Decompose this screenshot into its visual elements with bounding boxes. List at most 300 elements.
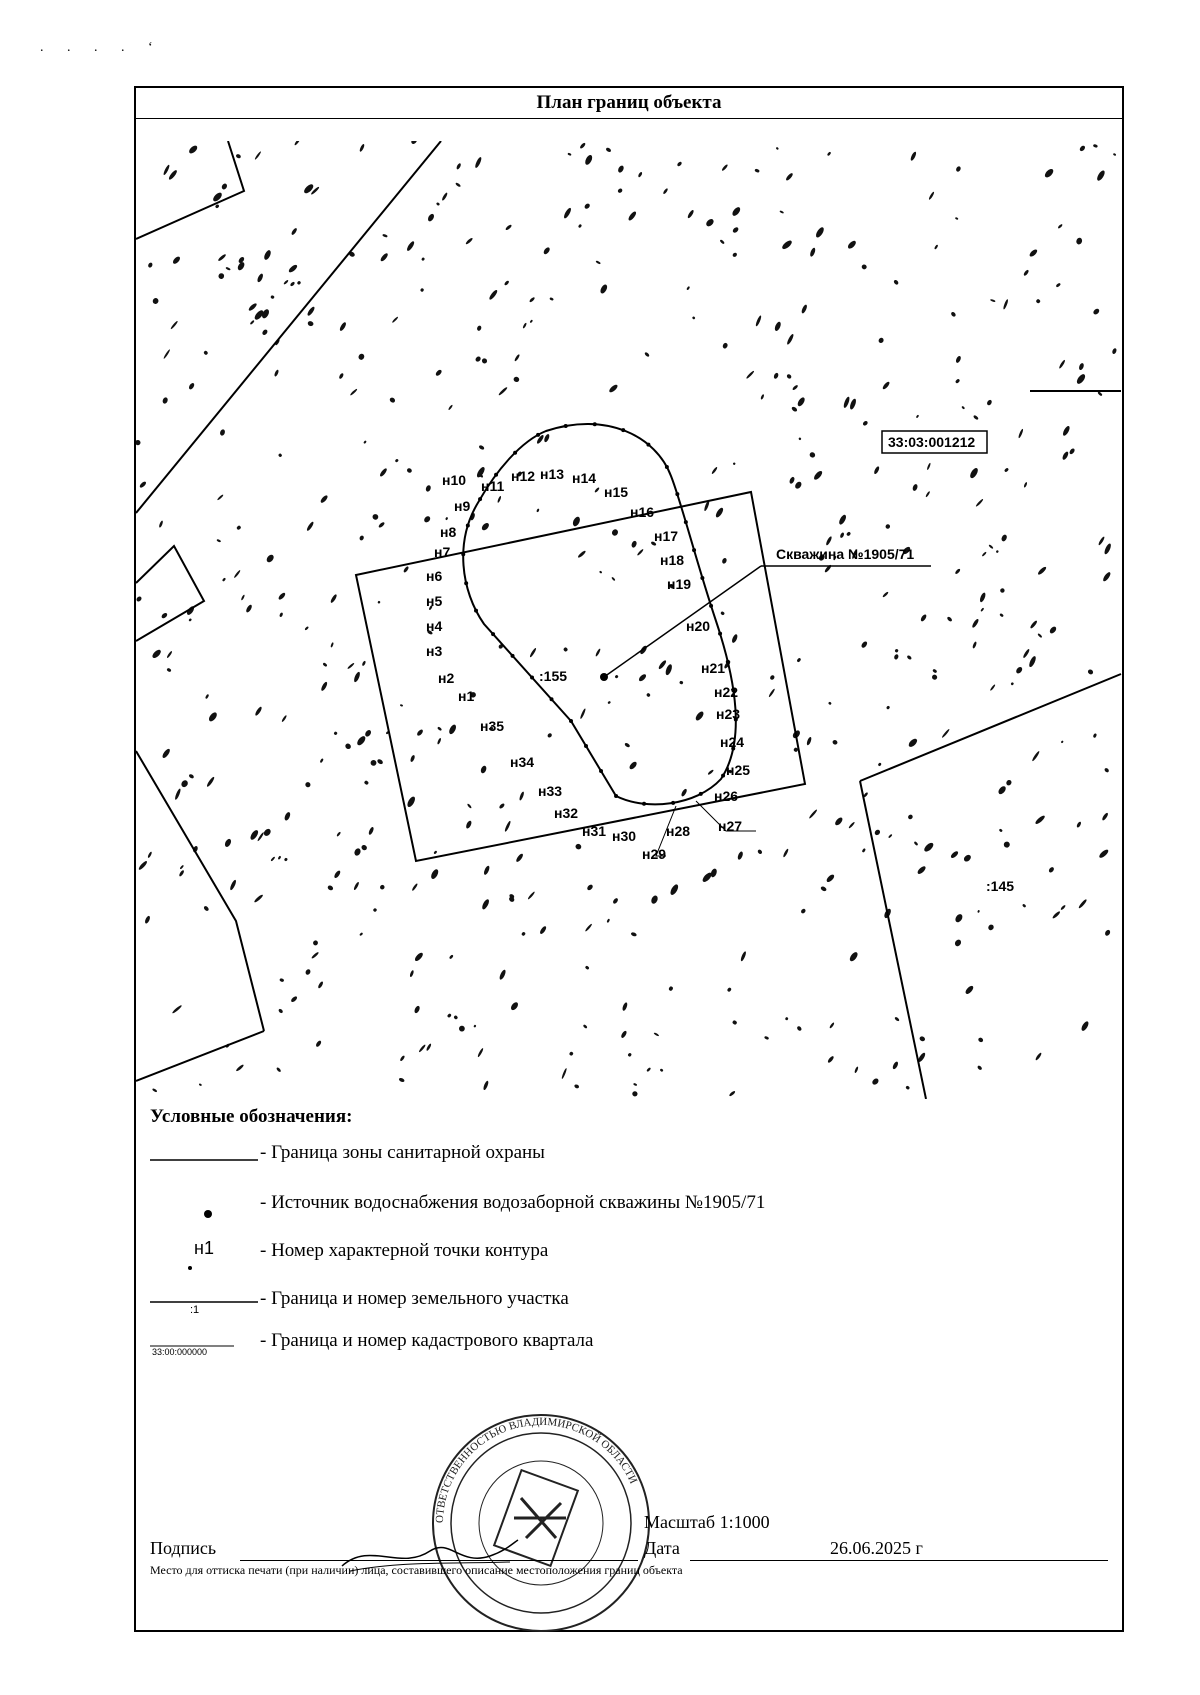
map-speck: [317, 981, 324, 989]
map-speck: [882, 381, 891, 390]
contour-point-dot: [478, 497, 482, 501]
map-speck: [436, 202, 440, 206]
map-speck: [304, 781, 311, 788]
page-title: План границ объекта: [136, 88, 1122, 119]
map-speck: [304, 626, 309, 631]
map-speck: [834, 816, 844, 826]
map-speck: [1029, 620, 1038, 629]
map-speck: [278, 856, 282, 860]
map-speck: [330, 642, 334, 648]
map-speck: [719, 239, 725, 244]
map-speck: [549, 297, 554, 301]
map-speck: [757, 849, 763, 855]
map-speck: [1001, 534, 1008, 542]
map-speck: [999, 828, 1003, 832]
map-speck: [608, 383, 619, 393]
map-speck: [392, 316, 399, 323]
map-speck: [376, 758, 383, 765]
map-speck: [449, 954, 454, 959]
map-speck: [955, 166, 961, 173]
map-speck: [261, 329, 268, 336]
map-speck: [437, 738, 442, 745]
map-speck: [1113, 153, 1117, 156]
map-speck: [964, 985, 974, 996]
map-speck: [1093, 733, 1097, 738]
map-speck: [235, 1064, 244, 1072]
map-speck: [796, 396, 806, 407]
point-label-н8: н8: [440, 524, 457, 540]
map-speck: [800, 908, 806, 914]
point-label-н15: н15: [604, 484, 629, 500]
map-speck: [543, 433, 550, 442]
map-speck: [297, 280, 302, 285]
point-label-н6: н6: [426, 568, 443, 584]
point-label-н31: н31: [582, 823, 607, 839]
map-speck: [611, 528, 619, 537]
map-speck: [357, 353, 365, 361]
map-speck: [916, 414, 919, 418]
contour-point-dot: [642, 802, 646, 806]
contour-point-dot: [569, 719, 573, 723]
legend-row-quarter: [150, 1324, 1050, 1364]
map-speck: [585, 923, 593, 932]
map-speck: [886, 705, 890, 709]
map-speck: [373, 908, 378, 913]
point-label-н18: н18: [660, 552, 685, 568]
map-speck: [637, 549, 644, 557]
map-speck: [711, 466, 718, 474]
point-label-н17: н17: [654, 528, 679, 544]
map-speck: [1060, 904, 1066, 910]
map-speck: [139, 481, 147, 489]
map-speck: [796, 657, 801, 662]
parcel-145-label: :145: [986, 878, 1015, 894]
map-speck: [694, 710, 705, 722]
map-speck: [224, 838, 233, 848]
map-speck: [914, 841, 919, 846]
map-speck: [571, 516, 581, 528]
map-speck: [825, 536, 833, 546]
map-speck: [595, 260, 601, 264]
map-speck: [854, 1066, 859, 1073]
map-speck: [279, 612, 283, 617]
map-speck: [785, 172, 794, 181]
point-label-н22: н22: [714, 684, 739, 700]
map-speck: [476, 325, 482, 332]
map-speck: [456, 163, 462, 170]
map-speck: [205, 694, 209, 699]
map-speck: [644, 352, 650, 358]
map-speck: [307, 320, 314, 327]
map-speck: [1098, 848, 1110, 859]
map-speck: [574, 1084, 580, 1089]
map-speck: [906, 655, 912, 661]
map-speck: [595, 648, 601, 657]
map-speck: [820, 886, 827, 893]
map-speck: [395, 458, 399, 462]
map-speck: [920, 614, 928, 623]
map-speck: [722, 342, 729, 349]
map-speck: [563, 207, 573, 219]
well-label: Скважина №1905/71: [776, 546, 915, 562]
map-speck: [885, 523, 891, 529]
map-speck: [467, 803, 472, 809]
map-speck: [294, 141, 301, 146]
map-speck: [737, 851, 744, 861]
map-speck: [773, 372, 779, 379]
map-speck: [928, 191, 935, 200]
map-speck: [972, 641, 977, 649]
map-speck: [585, 965, 590, 970]
map-speck: [721, 557, 727, 564]
map-speck: [599, 283, 608, 294]
map-speck: [1101, 812, 1109, 821]
map-speck: [283, 811, 291, 821]
map-speck: [344, 742, 352, 750]
map-speck: [465, 820, 472, 829]
map-speck: [963, 854, 973, 863]
map-speck: [336, 831, 341, 837]
map-speck: [769, 674, 775, 680]
map-speck: [827, 1055, 835, 1063]
contour-point-dot: [599, 769, 603, 773]
contour-point-dot: [646, 443, 650, 447]
map-speck: [894, 648, 898, 653]
map-speck: [720, 611, 725, 616]
map-speck: [979, 592, 987, 603]
map-speck: [796, 1025, 802, 1031]
map-speck: [977, 910, 980, 913]
map-speck: [893, 654, 899, 661]
map-speck: [631, 1090, 638, 1097]
map-speck: [279, 978, 284, 983]
map-speck: [356, 735, 367, 747]
map-speck: [147, 262, 153, 268]
map-speck: [1087, 668, 1094, 675]
map-speck: [1035, 298, 1040, 303]
map-speck: [946, 616, 952, 622]
map-speck: [364, 729, 372, 738]
map-speck: [399, 1055, 405, 1062]
map-texture: [136, 141, 1117, 1097]
map-speck: [878, 337, 885, 344]
sign-label: Подпись: [150, 1538, 217, 1558]
map-speck: [322, 662, 327, 667]
map-speck: [320, 681, 328, 692]
map-speck: [828, 701, 832, 705]
map-speck: [894, 1016, 900, 1021]
map-speck: [406, 467, 413, 473]
contour-point-dot: [530, 676, 534, 680]
map-speck: [776, 147, 780, 150]
map-speck: [721, 164, 728, 172]
map-speck: [954, 913, 964, 924]
point-label-н21: н21: [701, 660, 726, 676]
contour-point-dot: [466, 524, 470, 528]
point-label-н25: н25: [726, 762, 751, 778]
point-label-н13: н13: [540, 466, 565, 482]
map-speck: [498, 803, 505, 810]
point-label-н2: н2: [438, 670, 455, 686]
map-speck: [1096, 169, 1107, 182]
point-label-н30: н30: [612, 828, 637, 844]
map-speck: [379, 252, 389, 262]
map-speck: [430, 868, 440, 880]
map-speck: [798, 437, 802, 441]
map-speck: [1031, 750, 1040, 761]
map-speck: [339, 321, 347, 331]
map-speck: [707, 769, 714, 775]
map-speck: [1018, 428, 1024, 438]
map-speck: [789, 476, 796, 484]
map-speck: [497, 496, 502, 503]
map-speck: [785, 1017, 789, 1021]
contour-point-dot: [709, 604, 713, 608]
map-speck: [987, 924, 995, 932]
map-speck: [814, 226, 825, 239]
map-speck: [203, 905, 210, 912]
map-speck: [290, 995, 298, 1003]
map-speck: [633, 1083, 637, 1086]
map-speck: [263, 249, 272, 261]
map-speck: [409, 970, 414, 978]
map-speck: [594, 487, 600, 493]
contour-point-dot: [464, 581, 468, 585]
map-speck: [483, 865, 491, 876]
map-speck: [1061, 451, 1069, 461]
map-speck: [433, 850, 437, 854]
map-speck: [584, 154, 594, 166]
map-speck: [410, 141, 418, 145]
map-speck: [379, 884, 385, 890]
map-speck: [359, 535, 365, 541]
point-label-н9: н9: [454, 498, 471, 514]
map-speck: [379, 467, 388, 477]
map-speck: [620, 1030, 627, 1039]
legend-row-well: [150, 1186, 1050, 1226]
map-speck: [638, 673, 648, 682]
map-speck: [188, 618, 192, 622]
map-speck: [217, 494, 224, 501]
map-speck: [977, 1037, 983, 1043]
map-speck: [754, 168, 760, 173]
map-speck: [166, 667, 171, 672]
map-speck: [561, 1068, 567, 1080]
quarter-symbol-label: 33:00:000000: [152, 1347, 208, 1357]
map-speck: [1035, 1052, 1043, 1061]
map-speck: [1049, 625, 1058, 634]
contour-point-dot: [564, 424, 568, 428]
map-speck: [910, 151, 918, 161]
map-speck: [498, 386, 508, 396]
map-speck: [617, 188, 623, 194]
map-speck: [529, 297, 536, 303]
map-speck: [781, 239, 793, 251]
point-label-н35: н35: [480, 718, 505, 734]
map-speck: [846, 531, 851, 536]
map-speck: [353, 671, 361, 683]
map-speck: [206, 776, 215, 788]
map-speck: [482, 1080, 489, 1090]
point-label-н28: н28: [666, 823, 691, 839]
map-speck: [658, 659, 668, 670]
map-speck: [458, 1025, 466, 1033]
map-speck: [1092, 308, 1100, 316]
contour-point-dot: [665, 465, 669, 469]
map-speck: [832, 739, 839, 745]
map-speck: [327, 885, 334, 892]
map-speck: [270, 295, 275, 299]
map-speck: [606, 918, 610, 923]
legend-row-parcel: [150, 1282, 1050, 1322]
map-speck: [256, 273, 264, 283]
zone-line-symbol: [150, 1136, 260, 1176]
map-speck: [225, 267, 230, 271]
map-speck: [988, 544, 994, 549]
map-speck: [288, 264, 299, 274]
map-speck: [746, 370, 755, 379]
map-speck: [627, 210, 637, 221]
map-speck: [519, 791, 525, 801]
map-speck: [306, 521, 315, 532]
map-speck: [792, 384, 799, 390]
map-speck: [1102, 571, 1112, 582]
map-speck: [416, 729, 424, 737]
contour-point-dot: [684, 520, 688, 524]
map-speck: [378, 521, 386, 528]
map-speck: [628, 760, 638, 770]
parcel-155-label: :155: [539, 668, 568, 684]
map-speck: [249, 829, 260, 841]
contour-point-dot: [461, 552, 465, 556]
contour-point-dot: [494, 473, 498, 477]
map-speck: [1061, 740, 1064, 743]
map-speck: [481, 357, 488, 364]
map-speck: [1023, 482, 1027, 488]
map-speck: [179, 865, 184, 870]
map-speck: [421, 257, 425, 261]
map-speck: [353, 881, 360, 890]
map-speck: [630, 932, 637, 937]
map-speck: [221, 183, 228, 191]
map-speck: [1004, 467, 1009, 472]
map-speck: [265, 553, 275, 563]
map-speck: [999, 587, 1005, 593]
map-speck: [786, 333, 795, 345]
map-speck: [1062, 425, 1071, 437]
map-speck: [250, 320, 255, 325]
map-speck: [614, 674, 618, 678]
point-label-н4: н4: [426, 618, 443, 634]
contour-point-dot: [593, 422, 597, 426]
map-speck: [926, 463, 931, 471]
map-speck: [653, 1032, 659, 1037]
map-speck: [806, 736, 812, 745]
map-speck: [605, 147, 611, 153]
map-speck: [216, 539, 221, 543]
point-label-н14: н14: [572, 470, 597, 486]
map-speck: [508, 896, 515, 903]
map-speck: [584, 203, 591, 210]
map-speck: [427, 213, 436, 223]
date-line: [690, 1560, 1108, 1561]
map-speck: [311, 951, 319, 959]
contour-point-dot: [621, 428, 625, 432]
map-speck: [236, 525, 242, 530]
point-label-н19: н19: [667, 576, 692, 592]
map-speck: [705, 218, 715, 228]
parcel-boundaries: [136, 141, 1121, 1099]
map-speck: [406, 240, 416, 252]
map-speck: [219, 429, 226, 437]
map-speck: [664, 663, 673, 675]
map-speck: [1023, 269, 1030, 276]
map-speck: [361, 844, 368, 851]
map-speck: [955, 378, 961, 384]
map-speck: [912, 483, 919, 491]
map-speck: [481, 898, 490, 910]
map-speck: [809, 451, 817, 458]
map-speck: [136, 595, 143, 602]
map-speck: [786, 373, 792, 379]
map-speck: [686, 286, 690, 291]
map-speck: [646, 693, 651, 698]
map-speck: [731, 206, 742, 217]
map-speck: [353, 847, 361, 856]
map-speck: [277, 592, 286, 601]
contour-point-dot: [491, 632, 495, 636]
parcel-symbol-label: :1: [190, 1304, 200, 1316]
map-speck: [893, 279, 899, 285]
map-speck: [312, 939, 319, 946]
map-speck: [306, 306, 315, 317]
map-speck: [931, 674, 938, 681]
map-speck: [480, 522, 490, 532]
map-speck: [363, 440, 367, 444]
map-speck: [369, 759, 377, 767]
map-speck: [222, 577, 226, 581]
map-speck: [838, 514, 848, 526]
contour-point-dot: [513, 451, 517, 455]
map-speck: [1058, 359, 1066, 369]
map-speck: [932, 669, 937, 674]
map-speck: [170, 320, 178, 329]
map-speck: [1028, 655, 1037, 668]
map-speck: [575, 843, 583, 850]
map-speck: [257, 832, 265, 842]
point-label-н29: н29: [642, 846, 667, 862]
contour-point-dot: [675, 492, 679, 496]
well-dot-symbol: [150, 1186, 260, 1226]
contour-point-dot: [726, 660, 730, 664]
map-speck: [291, 227, 298, 235]
map-speck: [954, 568, 961, 575]
map-speck: [882, 591, 889, 598]
map-speck: [638, 171, 643, 177]
map-speck: [504, 280, 510, 286]
map-speck: [350, 388, 358, 396]
map-speck: [410, 755, 416, 763]
map-speck: [848, 951, 859, 963]
map-speck: [579, 142, 586, 149]
map-speck: [245, 604, 253, 613]
map-speck: [504, 820, 512, 832]
map-speck: [513, 376, 520, 383]
date-label: Дата: [644, 1538, 680, 1558]
map-speck: [977, 1065, 983, 1071]
map-speck: [996, 550, 999, 553]
map-speck: [315, 1040, 322, 1048]
